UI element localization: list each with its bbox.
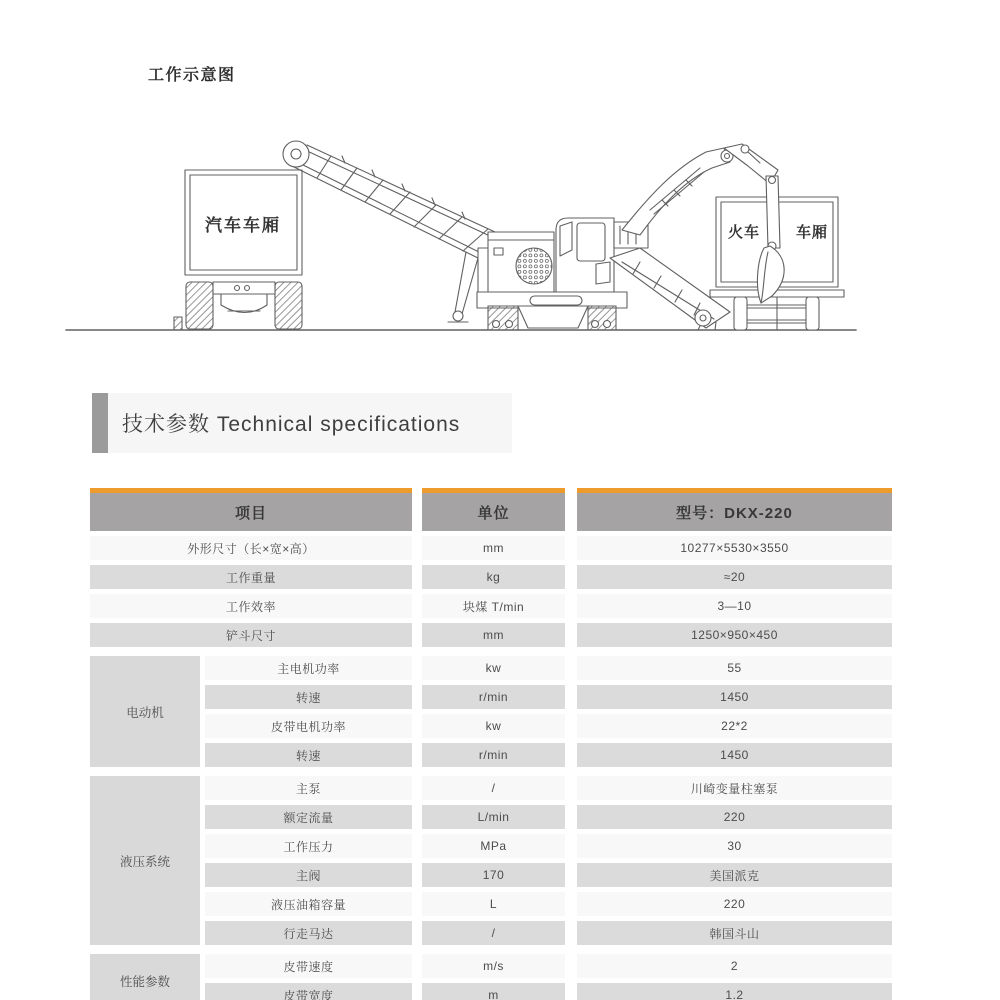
cell-item: 转速 <box>205 685 412 709</box>
header-model-column: 型号：DKX-220 <box>577 488 892 531</box>
cell-value: 10277×5530×3550 <box>577 536 892 560</box>
truck-box-label: 汽车车厢 <box>205 216 281 235</box>
cell-item: 皮带电机功率 <box>205 714 412 738</box>
table-row <box>205 983 892 1000</box>
cell-value: 220 <box>577 805 892 829</box>
section-heading <box>92 393 512 453</box>
page-title: 工作示意图 <box>148 67 236 84</box>
cell-value: 1.2 <box>577 983 892 1000</box>
cell-value: 1450 <box>577 685 892 709</box>
cell-item: 主阀 <box>205 863 412 887</box>
work-schematic-diagram <box>55 100 885 340</box>
group-label-cell: 性能参数 <box>90 954 200 1000</box>
cell-value: 3—10 <box>577 594 892 618</box>
cell-item: 铲斗尺寸 <box>90 623 412 647</box>
cell-value: 1250×950×450 <box>577 623 892 647</box>
group-label-cell: 电动机 <box>90 656 200 767</box>
cell-value: 30 <box>577 834 892 858</box>
spec-table <box>90 488 892 1000</box>
cell-unit: kg <box>422 565 565 589</box>
discharge-conveyor <box>610 248 730 330</box>
table-group-section <box>90 656 892 767</box>
cell-value: 美国派克 <box>577 863 892 887</box>
table-row <box>205 892 892 916</box>
cell-unit: kw <box>422 714 565 738</box>
crawler-track <box>488 306 518 330</box>
table-row <box>90 565 892 589</box>
cell-unit: m <box>422 983 565 1000</box>
table-row <box>205 714 892 738</box>
table-row <box>205 656 892 680</box>
cell-value: 韩国斗山 <box>577 921 892 945</box>
cell-item: 转速 <box>205 743 412 767</box>
heading-accent-bar <box>92 393 108 453</box>
table-group-section <box>90 776 892 945</box>
cell-unit: / <box>422 776 565 800</box>
cell-unit: 块煤 T/min <box>422 594 565 618</box>
table-header-row <box>90 488 892 531</box>
cell-item: 液压油箱容量 <box>205 892 412 916</box>
loading-conveyor-boom <box>283 141 508 322</box>
cell-item: 工作重量 <box>90 565 412 589</box>
table-row <box>90 623 892 647</box>
table-row <box>205 685 892 709</box>
cell-item: 行走马达 <box>205 921 412 945</box>
cell-item: 主电机功率 <box>205 656 412 680</box>
cell-unit: MPa <box>422 834 565 858</box>
cooling-vent <box>516 248 552 284</box>
cell-item: 皮带速度 <box>205 954 412 978</box>
cell-value: 2 <box>577 954 892 978</box>
cell-unit: L <box>422 892 565 916</box>
table-row <box>90 536 892 560</box>
table-row <box>205 805 892 829</box>
train-box-label-left: 火车 <box>727 224 761 241</box>
cell-item: 外形尺寸（长×宽×高） <box>90 536 412 560</box>
cell-item: 主泵 <box>205 776 412 800</box>
cell-unit: kw <box>422 656 565 680</box>
header-unit-column: 单位 <box>422 488 565 531</box>
train-box-label-right: 车厢 <box>795 224 829 241</box>
cell-value: 1450 <box>577 743 892 767</box>
table-row <box>205 776 892 800</box>
machine-body <box>477 218 648 330</box>
truck-box <box>174 170 302 330</box>
head-pulley <box>283 141 309 167</box>
table-row <box>205 834 892 858</box>
cell-unit: 170 <box>422 863 565 887</box>
cell-item: 工作效率 <box>90 594 412 618</box>
cell-unit: r/min <box>422 743 565 767</box>
cell-value: ≈20 <box>577 565 892 589</box>
table-plain-section <box>90 536 892 647</box>
group-label-cell: 液压系统 <box>90 776 200 945</box>
cell-item: 皮带宽度 <box>205 983 412 1000</box>
spec-table-body <box>90 536 892 1000</box>
table-row <box>205 921 892 945</box>
cell-unit: mm <box>422 536 565 560</box>
table-row <box>205 863 892 887</box>
cell-unit: L/min <box>422 805 565 829</box>
cell-value: 22*2 <box>577 714 892 738</box>
cell-value: 220 <box>577 892 892 916</box>
table-row <box>205 743 892 767</box>
table-row <box>205 954 892 978</box>
cell-unit: / <box>422 921 565 945</box>
cell-value: 55 <box>577 656 892 680</box>
heading-text: 技术参数 Technical specifications <box>122 413 461 436</box>
cell-unit: r/min <box>422 685 565 709</box>
cell-unit: mm <box>422 623 565 647</box>
header-item-column: 项目 <box>90 488 412 531</box>
table-row <box>90 594 892 618</box>
cell-unit: m/s <box>422 954 565 978</box>
table-group-section <box>90 954 892 1000</box>
cell-item: 额定流量 <box>205 805 412 829</box>
cell-value: 川崎变量柱塞泵 <box>577 776 892 800</box>
cell-item: 工作压力 <box>205 834 412 858</box>
